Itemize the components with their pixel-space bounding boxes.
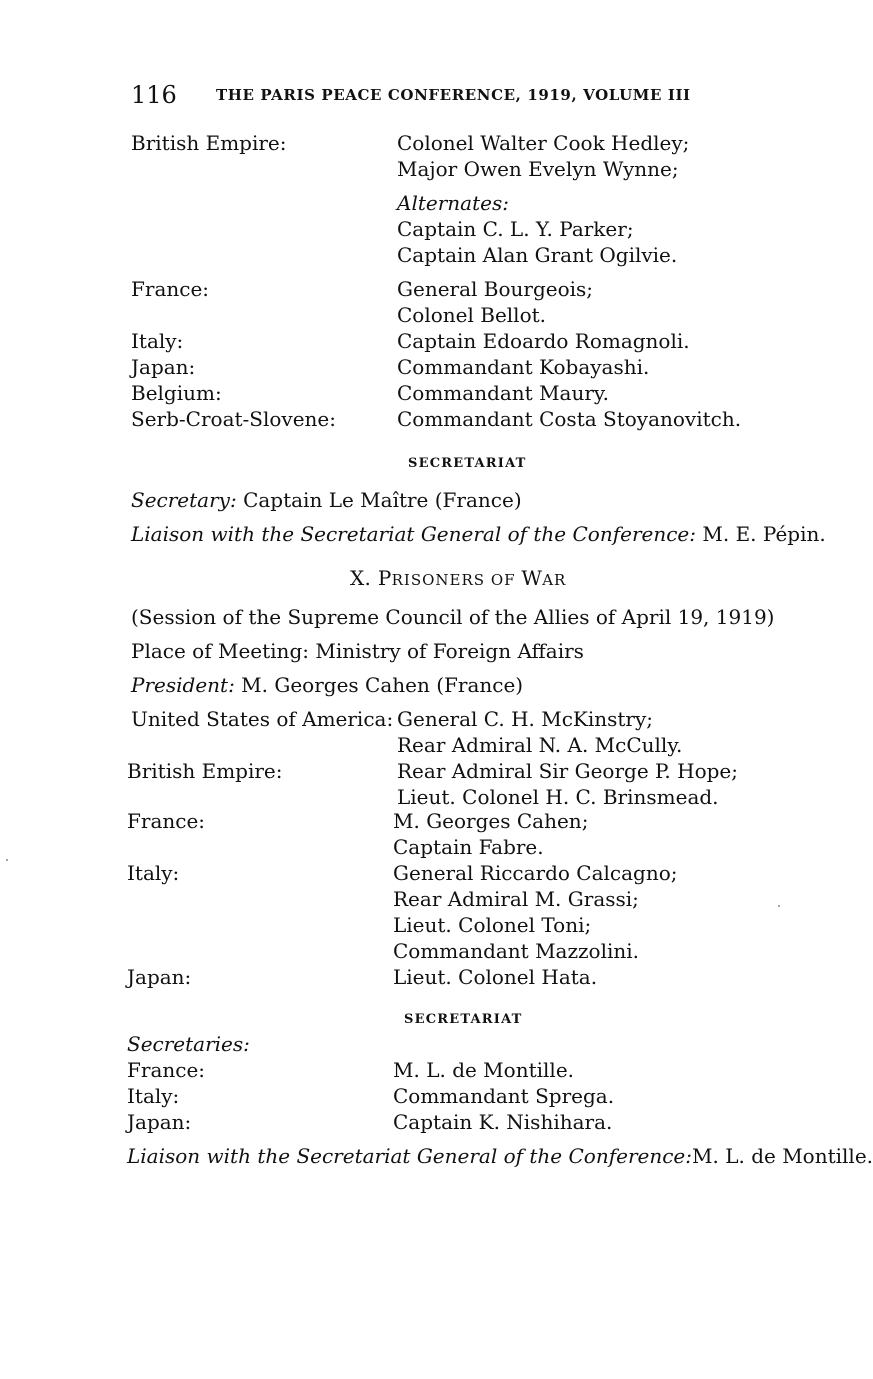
- secretary-name: Commandant Sprega.: [393, 1084, 615, 1108]
- section-title: [350, 565, 566, 593]
- member-name: Captain Fabre.: [393, 835, 544, 859]
- secretary-name: M. L. de Montille.: [393, 1058, 575, 1082]
- scan-speck: [6, 859, 8, 861]
- liaison-label: Liaison with the Secretariat General of the Conference:: [127, 1144, 693, 1168]
- secretariat-heading: SECRETARIAT: [408, 456, 527, 471]
- member-name: Captain Edoardo Romagnoli.: [397, 329, 690, 353]
- session-line: (Session of the Supreme Council of the Allies of April 19, 1919): [131, 605, 775, 629]
- member-name: General C. H. McKinstry;: [397, 707, 654, 731]
- country-usa: United States of America:: [131, 707, 394, 731]
- president-line: [131, 672, 523, 698]
- liaison-value: M. L. de Montille.: [692, 1144, 873, 1168]
- secretary-label: Secretary:: [131, 488, 237, 512]
- country-italy: Italy:: [131, 329, 184, 353]
- member-name: Rear Admiral Sir George P. Hope;: [397, 759, 738, 783]
- country-japan: Japan:: [131, 355, 196, 379]
- member-name: General Riccardo Calcagno;: [393, 861, 678, 885]
- place-line: Place of Meeting: Ministry of Foreign Affairs: [131, 639, 584, 663]
- secretary-country: Japan:: [127, 1110, 192, 1134]
- title-rest-2: AR: [542, 571, 567, 589]
- title-rest-1: RISONERS OF: [391, 571, 522, 589]
- member-name: Captain C. L. Y. Parker;: [397, 217, 634, 241]
- country-belgium: Belgium:: [131, 381, 222, 405]
- member-name: Major Owen Evelyn Wynne;: [397, 157, 679, 181]
- country-japan: Japan:: [127, 965, 192, 989]
- member-name: Colonel Walter Cook Hedley;: [397, 131, 690, 155]
- scan-speck: [778, 905, 780, 907]
- country-france: France:: [127, 809, 206, 833]
- member-name: M. Georges Cahen;: [393, 809, 589, 833]
- page-number: 116: [131, 81, 177, 109]
- member-name: Colonel Bellot.: [397, 303, 547, 327]
- member-name: Rear Admiral M. Grassi;: [393, 887, 639, 911]
- secretary-country: Italy:: [127, 1084, 180, 1108]
- title-cap-1: P: [377, 566, 392, 590]
- secretary-country: France:: [127, 1058, 206, 1082]
- member-name: Captain Alan Grant Ogilvie.: [397, 243, 678, 267]
- country-serb-croat-slovene: Serb-Croat-Slovene:: [131, 407, 337, 431]
- secretariat-heading: SECRETARIAT: [404, 1012, 523, 1027]
- member-name: Lieut. Colonel Hata.: [393, 965, 598, 989]
- member-name: Lieut. Colonel H. C. Brinsmead.: [397, 785, 719, 809]
- secretary-value: Captain Le Maître (France): [243, 488, 522, 512]
- member-name: Commandant Costa Stoyanovitch.: [397, 407, 742, 431]
- country-british-empire: British Empire:: [127, 759, 283, 783]
- member-name: Rear Admiral N. A. McCully.: [397, 733, 683, 757]
- alternates-label: Alternates:: [397, 191, 509, 215]
- member-name: Commandant Kobayashi.: [397, 355, 650, 379]
- secretary-line: [131, 487, 522, 513]
- secretaries-label: Secretaries:: [127, 1032, 250, 1056]
- secretary-name: Captain K. Nishihara.: [393, 1110, 613, 1134]
- running-title: THE PARIS PEACE CONFERENCE, 1919, VOLUME III: [216, 86, 691, 104]
- title-cap-2: W: [521, 566, 543, 590]
- member-name: General Bourgeois;: [397, 277, 594, 301]
- section-numeral: X.: [350, 566, 372, 590]
- liaison-line: [131, 521, 826, 547]
- liaison-label: Liaison with the Secretariat General of the Conference:: [131, 522, 697, 546]
- president-label: President:: [131, 673, 235, 697]
- member-name: Commandant Maury.: [397, 381, 609, 405]
- member-name: Commandant Mazzolini.: [393, 939, 640, 963]
- liaison-value: M. E. Pépin.: [702, 522, 826, 546]
- country-france: France:: [131, 277, 210, 301]
- president-value: M. Georges Cahen (France): [241, 673, 524, 697]
- country-british-empire: British Empire:: [131, 131, 287, 155]
- liaison-line: [127, 1143, 873, 1169]
- member-name: Lieut. Colonel Toni;: [393, 913, 592, 937]
- country-italy: Italy:: [127, 861, 180, 885]
